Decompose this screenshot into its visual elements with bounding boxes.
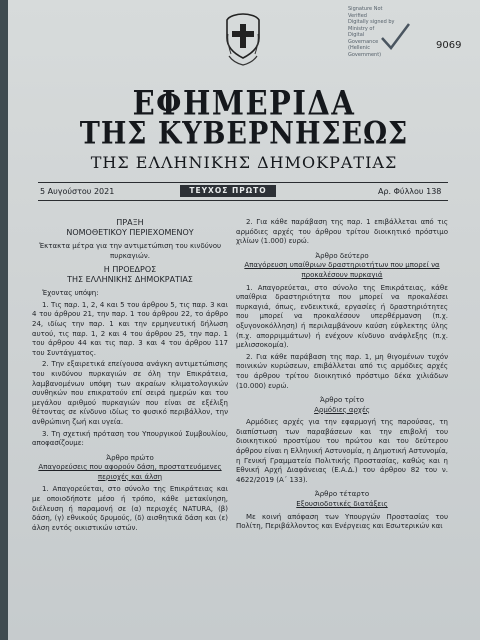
president-heading: Η ΠΡΟΕΔΡΟΣ [103, 265, 157, 275]
paragraph: Αρμόδιες αρχές για την εφαρμογή της παρούσας, τη διαπίστωση των παραβάσεων και την επιβολή του διοικητικού προστίμου του πρώτου και του δεύτερου άρθρου είναι η Ελληνική Αστυνομία, η Δημοτική Αστυνομία, η Γενική Γραμματεία Πολιτικής Προστασίας, καθώς και η Εθνική Αρχή Διαφάνειας (Ε.Α.Δ.) του άρθρου 82 του ν. 4622/2019 (Α΄ 133). [236, 418, 448, 484]
paragraph: Με κοινή απόφαση των Υπουργών Προστασίας του Πολίτη, Περιβάλλοντος και Ενέργειας και Εσωτερικών και [236, 512, 448, 531]
issue-date: 5 Αυγούστου 2021 [40, 187, 115, 196]
article-subtitle: Εξουσιοδοτικές διατάξεις [296, 500, 388, 509]
republic-heading: ΤΗΣ ΕΛΛΗΝΙΚΗΣ ΔΗΜΟΚΡΑΤΙΑΣ [67, 275, 193, 285]
paragraph: 3. Τη σχετική πρόταση του Υπουργικού Συμβουλίου, αποφασίζουμε: [32, 429, 228, 448]
paragraph: 1. Απαγορεύεται, στο σύνολο της Επικράτειας, κάθε υπαίθρια δραστηριότητα που μπορεί να προκαλέσει πυρκαγιά, όπως, ενδεικτικά, εργασίες ή δραστηριότητες που μπορεί να προκαλέσουν υπερθέρμανση (π.χ. οξυγονοκόλληση) ή περιλαμβάνουν καύση εύφλεκτης ύλης (π.χ. απορριμμάτων) ή ενέχουν κίνδυνο ανάφλεξης (π.χ. μελισσοκομία). [236, 283, 448, 350]
article-title: Άρθρο δεύτερο [315, 251, 369, 260]
paragraph: 2. Για κάθε παράβαση της παρ. 1 επιβάλλεται από τις αρμόδιες αρχές του άρθρου τρίτου διοικητικό πρόστιμο χιλίων (1.000) ευρώ. [236, 218, 448, 246]
article-subtitle: Απαγόρευση υπαίθριων δραστηριοτήτων που μπορεί να προκαλέσουν πυρκαγιά [244, 261, 440, 279]
masthead-title-line1: ΕΦΗΜΕΡΙΔΑ [132, 83, 356, 123]
article-subtitle: Αρμόδιες αρχές [314, 405, 370, 414]
page-number: 9069 [436, 40, 462, 51]
sheet-number: Αρ. Φύλλου 138 [378, 187, 442, 196]
article-title: Άρθρο πρώτο [106, 453, 154, 462]
issue-dateline [8, 183, 480, 199]
article-title: Άρθρο τέταρτο [314, 490, 370, 499]
gazette-page [8, 0, 480, 640]
article-subtitle: Απαγορεύσεις που αφορούν δάση, προστατευόμενες περιοχές και άλση [38, 463, 222, 481]
digital-signature-stamp: Signature Not Verified Digitally signed by Ministry of Digital Governance (Hellenic Government) [348, 6, 420, 62]
paragraph: 1. Απαγορεύεται, στο σύνολο της Επικράτειας και με οποιοδήποτε μέσο ή τρόπο, κάθε μετακίνηση, διέλευση ή παραμονή σε (α) περιοχές NATURA, (β) δάση, (γ) εθνικούς δρυμούς, (δ) αισθητικά δάση και (ε) άλση εντός οικιστικών ιστών. [32, 485, 228, 532]
act-title: Έκτακτα μέτρα για την αντιμετώπιση του κινδύνου πυρκαγιών. [38, 242, 222, 260]
considering-text: Έχοντας υπόψη: [42, 289, 99, 298]
article-title: Άρθρο τρίτο [319, 396, 365, 405]
paragraph: 2. Την εξαιρετικά επείγουσα ανάγκη αντιμετώπισης του κινδύνου πυρκαγιών σε όλη την Επικράτεια, λαμβανομένων υπόψη των ακραίων κλιματολογικών συνθηκών που επικρατούν επί σειρά ημερών και του μεγάλου αριθμού πυρκαγιών που είναι σε εξέλιξη θέτοντας σε κίνδυνο ιδίως το φυσικό περιβάλλον, την ανθρώπινη ζωή και υγεία. [32, 360, 228, 426]
act-type: ΝΟΜΟΘΕΤΙΚΟΥ ΠΕΡΙΕΧΟΜΕΝΟΥ [66, 228, 194, 237]
issue-label: ΤΕΥΧΟΣ ΠΡΩΤΟ [180, 185, 276, 197]
divider [38, 200, 448, 201]
coat-of-arms-icon [223, 10, 263, 68]
masthead-subtitle: ΤΗΣ ΕΛΛΗΝΙΚΗΣ ΔΗΜΟΚΡΑΤΙΑΣ [90, 153, 398, 172]
masthead-title-line2: ΤΗΣ ΚΥΒΕΡΝΗΣΕΩΣ [79, 115, 409, 152]
paragraph: 1. Τις παρ. 1, 2, 4 και 5 του άρθρου 5, τις παρ. 3 και 4 του άρθρου 21, την παρ. 1 του άρθρου 22, το άρθρο 24, ιδίως την παρ. 1 και την ερμηνευτική δήλωση αυτού, τις παρ. 1, 2 και 4 του άρθρου 25, την παρ. 1 του άρθρου 44 και τις παρ. 3 και 4 του άρθρου 117 του Συντάγματος. [32, 300, 228, 357]
paragraph: 2. Για κάθε παράβαση της παρ. 1, μη θιγομένων τυχόν ποινικών κυρώσεων, επιβάλλεται από τις αρμόδιες αρχές του άρθρου τρίτου διοικητικό πρόστιμο δέκα χιλιάδων (10.000) ευρώ. [236, 352, 448, 390]
left-column [32, 218, 228, 535]
right-column [236, 218, 448, 534]
act-heading: ΠΡΑΞΗ [116, 218, 144, 227]
checkmark-icon [378, 20, 412, 54]
